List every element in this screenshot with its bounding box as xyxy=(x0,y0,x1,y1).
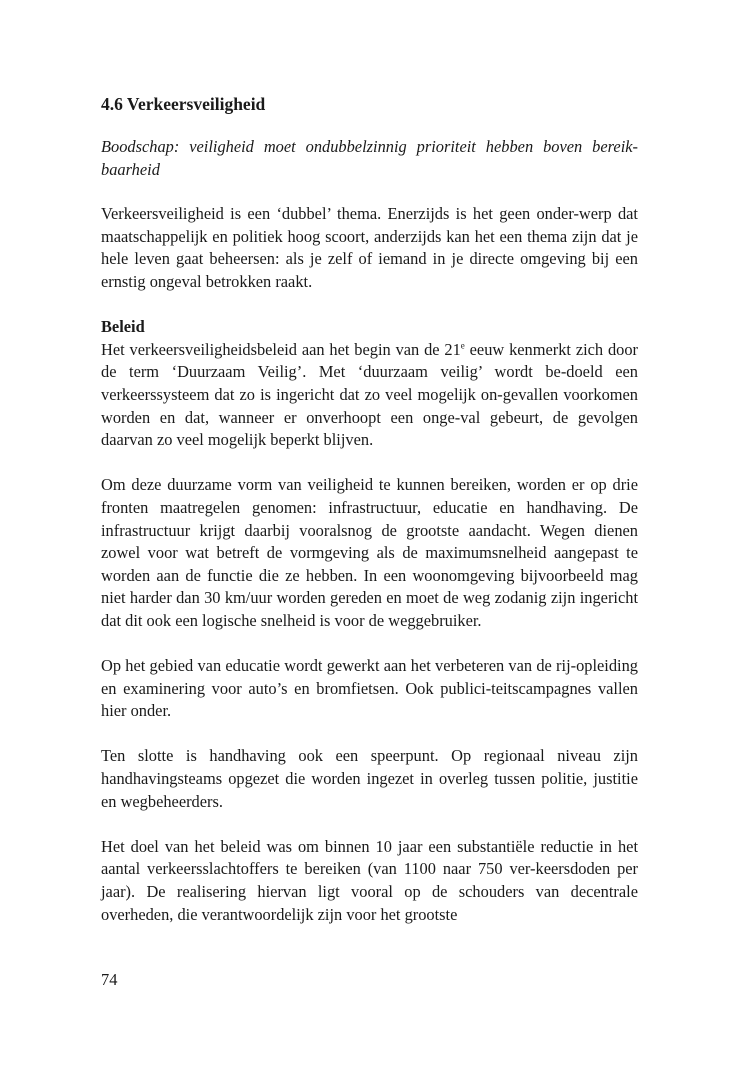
paragraph-intro: Verkeersveiligheid is een ‘dubbel’ thema. Enerzijds is het geen onder-werp dat maatschappelijk en politiek hoog scoort, anderzijds kan het een thema zijn dat je hele leven gaat beheersen: als je zelf of iemand in je directe omgeving bij een ernstig ongeval betrokken raakt. xyxy=(101,204,638,291)
paragraph-goal: Het doel van het beleid was om binnen 10 jaar een substantiële reductie in het aantal verkeersslachtoffers te bereiken (van 1100 naar 750 ver-keersdoden per jaar). De realisering hiervan ligt vooral op de schouders van decentrale overheden, die verantwoordelijk zijn voor het grootste xyxy=(101,836,638,924)
section-heading: 4.6 Verkeersveiligheid xyxy=(101,94,266,114)
section-message: Boodschap: veiligheid moet ondubbelzinnig prioriteit hebben boven bereik-baarheid xyxy=(101,137,638,179)
century-superscript: e xyxy=(460,340,465,351)
subheading-beleid: Beleid xyxy=(101,317,145,337)
page-number: 74 xyxy=(101,970,118,989)
paragraph-policy xyxy=(101,339,638,452)
paragraph-enforcement: Ten slotte is handhaving ook een speerpunt. Op regionaal niveau zijn handhavingsteams opgezet die worden ingezet in overleg tussen politie, justitie en wegbeheerders. xyxy=(101,746,638,811)
policy-text-start: Het verkeersveiligheidsbeleid aan het begin van de 21 xyxy=(101,339,461,359)
paragraph-education: Op het gebied van educatie wordt gewerkt aan het verbeteren van de rij-opleiding en examinering voor auto’s en bromfietsen. Ook publici-teitscampagnes vallen hier onder. xyxy=(101,656,638,721)
paragraph-sustainable-safety: Om deze duurzame vorm van veiligheid te kunnen bereiken, worden er op drie fronten maatregelen genomen: infrastructuur, educatie en handhaving. De infrastructuur krijgt daarbij vooralsnog de grootste aandacht. Wegen dienen zowel voor wat betreft de vormgeving als de maximumsnelheid aangepast te worden aan de functie die ze hebben. In een woonomgeving bijvoorbeeld mag niet harder dan 30 km/uur worden gereden en moet de weg zodanig zijn ingericht dat dit ook een logische snelheid is voor de weggebruiker. xyxy=(101,475,638,630)
page-body xyxy=(101,92,638,949)
policy-text-end: eeuw kenmerkt zich door de term ‘Duurzaam Veilig’. Met ‘duurzaam veilig’ wordt be-doeld een verkeerssysteem dat zo is ingericht dat zo veel mogelijk on-gevallen voorkomen worden en dat, wanneer er onverhoopt een onge-val gebeurt, de gevolgen daarvan zo veel mogelijk beperkt blijven. xyxy=(101,339,639,450)
